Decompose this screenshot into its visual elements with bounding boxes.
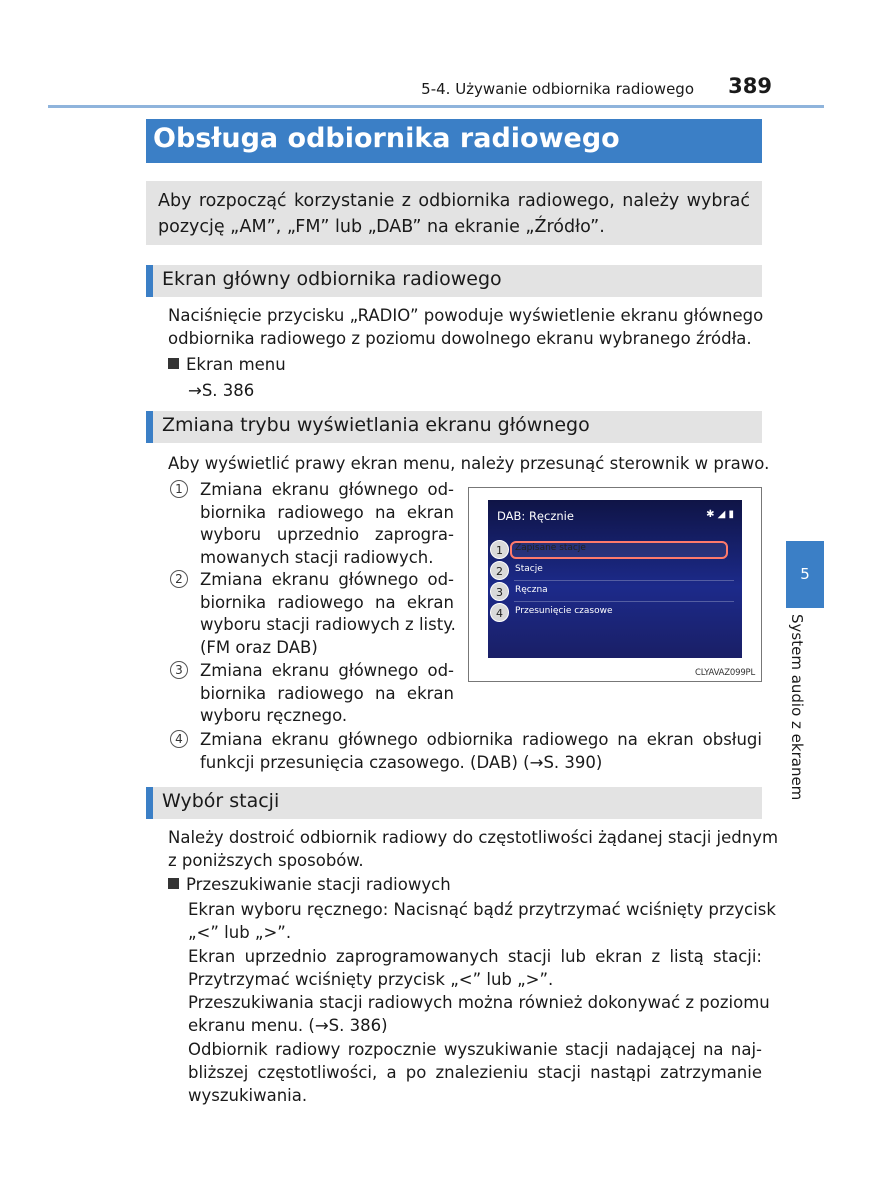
item-line: biornika radiowego na ekran (200, 502, 454, 522)
item-line: Zmiana ekranu głównego od- (200, 570, 454, 589)
menu-label: Stacje (515, 564, 543, 574)
paragraph-line: bliższej częstotliwości, a po znalezieniu stacji nastąpi zatrzymanie (188, 1063, 762, 1082)
menu-number: 2 (490, 561, 509, 580)
intro-line-1: Aby rozpocząć korzystanie z odbiornika radiowego, należy wybrać (158, 191, 750, 211)
item-line: mowanych stacji radiowych. (200, 547, 434, 567)
paragraph-line: Należy dostroić odbiornik radiowy do częstotliwości żądanej stacji jednym (168, 828, 779, 847)
menu-item-saved-stations[interactable] (490, 540, 738, 559)
paragraph-line: Naciśnięcie przycisku „RADIO” powoduje wyświetlenie ekranu głównego (168, 306, 764, 325)
item-line: biornika radiowego na ekran (200, 683, 454, 703)
cross-reference: →S. 386 (188, 381, 255, 400)
bullet-station-search (168, 873, 451, 896)
chapter-caption: System audio z ekranem (788, 614, 806, 801)
menu-item-manual[interactable] (490, 582, 738, 601)
circled-number-3: 3 (170, 661, 188, 679)
square-bullet-icon (168, 358, 179, 369)
item-line: biornika radiowego na ekran (200, 592, 454, 612)
paragraph-line: Przeszukiwania stacji radiowych można również dokonywać z poziomu (188, 993, 770, 1012)
section-3-paragraph (168, 826, 779, 872)
intro-box (146, 181, 762, 245)
screen-figure (468, 487, 762, 682)
paragraph-line: Ekran uprzednio zaprogramowanych stacji lub ekran z listą stacji: (188, 947, 762, 966)
item-line: funkcji przesunięcia czasowego. (DAB) (→S. 390) (200, 752, 603, 772)
status-icons: ✱ ◢ ▮ (706, 509, 734, 520)
radio-screen-display (488, 500, 742, 658)
search-paragraph (188, 898, 776, 944)
menu-item-time-shift[interactable] (490, 603, 738, 622)
circled-number-2: 2 (170, 570, 188, 588)
section-heading-display-mode: Zmiana trybu wyświetlania ekranu głównego (146, 411, 762, 443)
item-line: Zmiana ekranu głównego od- (200, 480, 454, 499)
bullet-label: Przeszukiwanie stacji radiowych (186, 875, 451, 894)
section-2-paragraph: Aby wyświetlić prawy ekran menu, należy przesunąć sterownik w prawo. (168, 454, 770, 473)
running-header (48, 72, 824, 108)
paragraph-line: „<” lub „>”. (188, 923, 292, 942)
paragraph-line: Odbiornik radiowy rozpocznie wyszukiwanie stacji nadającej na naj- (188, 1040, 762, 1059)
menu-number: 3 (490, 582, 509, 601)
intro-line-2: pozycję „AM”, „FM” lub „DAB” na ekranie „Źródło”. (158, 217, 605, 237)
search-paragraph (188, 991, 770, 1037)
circled-number-1: 1 (170, 480, 188, 498)
paragraph-line: Ekran wyboru ręcznego: Nacisnąć bądź przytrzymać wciśnięty przycisk (188, 900, 776, 919)
item-line: wyboru uprzednio zaprogra- (200, 525, 454, 544)
menu-label: Przesunięcie czasowe (515, 606, 613, 616)
menu-label: Ręczna (515, 585, 548, 595)
page-title: Obsługa odbiornika radiowego (146, 119, 762, 163)
paragraph-line: Przytrzymać wciśnięty przycisk „<” lub „>”. (188, 970, 554, 989)
figure-code: CLYAVAZ099PL (695, 668, 755, 678)
menu-number: 4 (490, 603, 509, 622)
paragraph-line: odbiornika radiowego z poziomu dowolnego ekranu wybranego źródła. (168, 329, 752, 348)
paragraph-line: z poniższych sposobów. (168, 851, 364, 870)
paragraph-line: wyszukiwania. (188, 1086, 308, 1105)
item-line: Zmiana ekranu głównego od- (200, 661, 454, 680)
header-section-title: 5-4. Używanie odbiornika radiowego (421, 80, 694, 98)
bullet-menu-screen (168, 353, 286, 376)
search-paragraph (188, 945, 762, 991)
menu-divider (514, 580, 734, 581)
menu-item-stations[interactable] (490, 561, 738, 580)
menu-label: Zapisane stacje (515, 543, 586, 553)
chapter-tab: 5 (786, 541, 824, 608)
page-number: 389 (728, 74, 772, 98)
item-line: wyboru stacji radiowych z listy. (200, 615, 456, 634)
item-line: Zmiana ekranu głównego odbiornika radiowego na ekran obsługi (200, 730, 762, 749)
menu-divider (514, 601, 734, 602)
section-1-paragraph (168, 304, 762, 350)
menu-number: 1 (490, 540, 509, 559)
item-line: wyboru ręcznego. (200, 706, 348, 725)
screen-title: DAB: Ręcznie (497, 509, 574, 523)
item-line: (FM oraz DAB) (200, 637, 318, 657)
search-paragraph (188, 1038, 762, 1107)
square-bullet-icon (168, 878, 179, 889)
header-rule (48, 105, 824, 108)
section-heading-station-selection: Wybór stacji (146, 787, 762, 819)
section-heading-main-screen: Ekran główny odbiornika radiowego (146, 265, 762, 297)
bullet-label: Ekran menu (186, 355, 286, 374)
paragraph-line: ekranu menu. (→S. 386) (188, 1016, 388, 1035)
circled-number-4: 4 (170, 730, 188, 748)
